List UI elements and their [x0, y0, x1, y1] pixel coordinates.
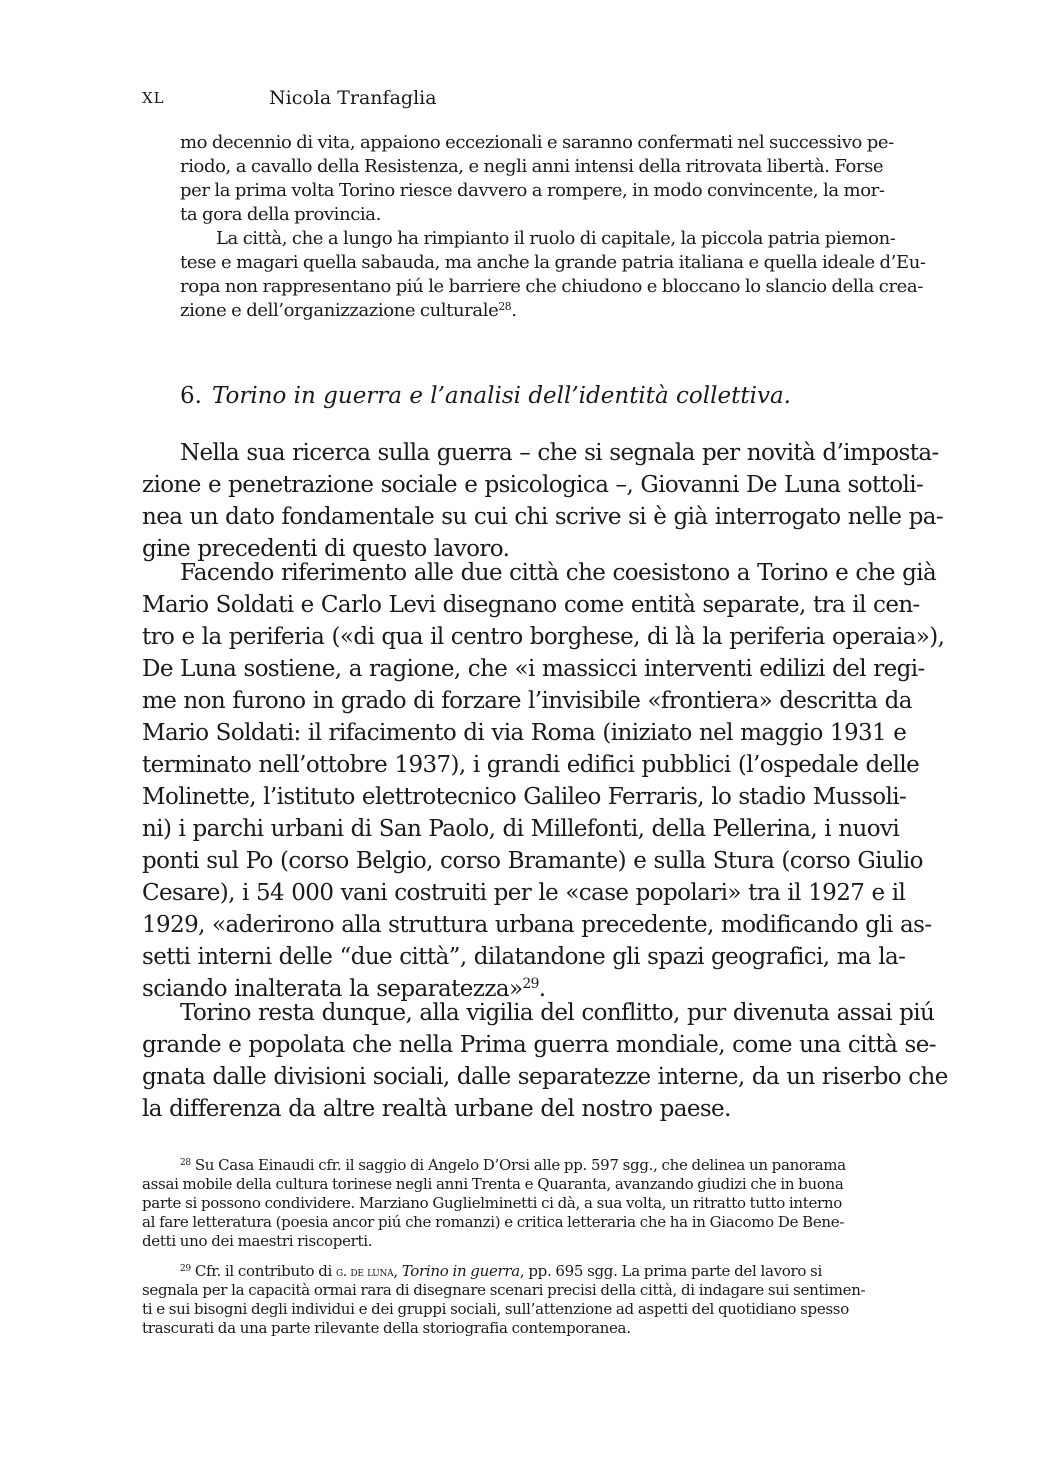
- running-head-author: Nicola Tranfaglia: [269, 87, 437, 109]
- footnote-29-number: 29: [180, 1263, 191, 1274]
- body-line: Mario Soldati: il rifacimento di via Roma (iniziato nel maggio 1931 e: [142, 720, 907, 746]
- body-line: 1929, «aderirono alla struttura urbana precedente, modificando gli as-: [142, 912, 932, 938]
- body-line: Torino resta dunque, alla vigilia del conflitto, pur divenuta assai piú: [180, 1000, 935, 1026]
- body-line: Mario Soldati e Carlo Levi disegnano come entità separate, tra il cen-: [142, 592, 920, 618]
- footnote-29-line: $^{29}$ Cfr. il contributo di g. de luna, Torino in guerra, pp. 695 sgg. La prima parte del lavoro si: [180, 1262, 822, 1280]
- body-line: Nella sua ricerca sulla guerra – che si segnala per novità d’imposta-: [180, 440, 939, 466]
- footnote-28-line: al fare letteratura (poesia ancor piú che romanzi) e critica letteraria che ha in Giacomo De Bene-: [142, 1213, 845, 1231]
- running-head: [142, 83, 942, 113]
- footnote-ref-29[interactable]: 29: [522, 975, 539, 992]
- body-line: Molinette, l’istituto elettrotecnico Galileo Ferraris, lo stadio Mussoli-: [142, 784, 907, 810]
- body-line: me non furono in grado di forzare l’invisibile «frontiera» descritta da: [142, 688, 912, 714]
- body-line: gnata dalle divisioni sociali, dalle separatezze interne, da un riserbo che: [142, 1064, 948, 1090]
- footnote-ref-28[interactable]: 28: [498, 299, 512, 313]
- intro-line: La città, che a lungo ha rimpianto il ruolo di capitale, la piccola patria piemon-: [216, 228, 896, 249]
- footnote-29-line: segnala per la capacità ormai rara di disegnare scenari precisi della città, di indagare sui sentimen-: [142, 1281, 866, 1299]
- body-line: gine precedenti di questo lavoro.: [142, 536, 510, 562]
- body-line: tro e la periferia («di qua il centro borghese, di là la periferia operaia»),: [142, 624, 945, 650]
- footnote-28-number: 28: [180, 1157, 191, 1168]
- body-line: la differenza da altre realtà urbane del nostro paese.: [142, 1096, 731, 1122]
- body-line: sciando inalterata la separatezza»$^{29}$.: [142, 975, 546, 1002]
- footnote-29-line: trascurati da una parte rilevante della storiografia contemporanea.: [142, 1319, 631, 1337]
- body-line: De Luna sostiene, a ragione, che «i massicci interventi edilizi del regi-: [142, 656, 925, 682]
- section-title: Torino in guerra e l’analisi dell’identità collettiva.: [211, 383, 791, 409]
- intro-line: per la prima volta Torino riesce davvero a rompere, in modo convincente, la mor-: [180, 180, 885, 201]
- footnote-28-line: $^{28}$ Su Casa Einaudi cfr. il saggio di Angelo D’Orsi alle pp. 597 sgg., che delinea un panorama: [180, 1156, 846, 1174]
- footnote-28-line: assai mobile della cultura torinese negli anni Trenta e Quaranta, avanzando giudizi che in buona: [142, 1175, 844, 1193]
- intro-line: tese e magari quella sabauda, ma anche la grande patria italiana e quella ideale d’Eu-: [180, 252, 926, 273]
- footnote-28-line: detti uno dei maestri riscoperti.: [142, 1232, 373, 1250]
- body-line: nea un dato fondamentale su cui chi scrive si è già interrogato nelle pa-: [142, 504, 944, 530]
- body-line: ponti sul Po (corso Belgio, corso Bramante) e sulla Stura (corso Giulio: [142, 848, 923, 874]
- body-line: Cesare), i 54 000 vani costruiti per le «case popolari» tra il 1927 e il: [142, 880, 906, 906]
- intro-line: ta gora della provincia.: [180, 204, 381, 225]
- body-line: zione e penetrazione sociale e psicologica –, Giovanni De Luna sottoli-: [142, 472, 924, 498]
- footnote-28-line: parte si possono condividere. Marziano Guglielminetti ci dà, a sua volta, un ritratto tutto interno: [142, 1194, 843, 1212]
- intro-line-last: zione e dell’organizzazione culturale$^{28}$.: [180, 299, 517, 321]
- page-number: XL: [142, 89, 165, 107]
- cited-author: g. de luna: [336, 1264, 394, 1280]
- footnote-29-line: ti e sui bisogni degli individui e dei gruppi sociali, sull’attenzione ad aspetti del quotidiano spesso: [142, 1300, 849, 1318]
- intro-line: ropa non rappresentano piú le barriere che chiudono e bloccano lo slancio della crea-: [180, 276, 923, 297]
- section-heading: [180, 381, 791, 411]
- cited-title: Torino in guerra: [401, 1262, 520, 1280]
- intro-line: mo decennio di vita, appaiono eccezionali e saranno confermati nel successivo pe-: [180, 132, 894, 153]
- body-line: terminato nell’ottobre 1937), i grandi edifici pubblici (l’ospedale delle: [142, 752, 920, 778]
- intro-line: riodo, a cavallo della Resistenza, e negli anni intensi della ritrovata libertà. Forse: [180, 156, 884, 177]
- body-line: setti interni delle “due città”, dilatandone gli spazi geografici, ma la-: [142, 944, 906, 970]
- body-line: Facendo riferimento alle due città che coesistono a Torino e che già: [180, 560, 937, 586]
- body-line: ni) i parchi urbani di San Paolo, di Millefonti, della Pellerina, i nuovi: [142, 816, 900, 842]
- body-line: grande e popolata che nella Prima guerra mondiale, come una città se-: [142, 1032, 936, 1058]
- section-number: 6.: [180, 383, 202, 409]
